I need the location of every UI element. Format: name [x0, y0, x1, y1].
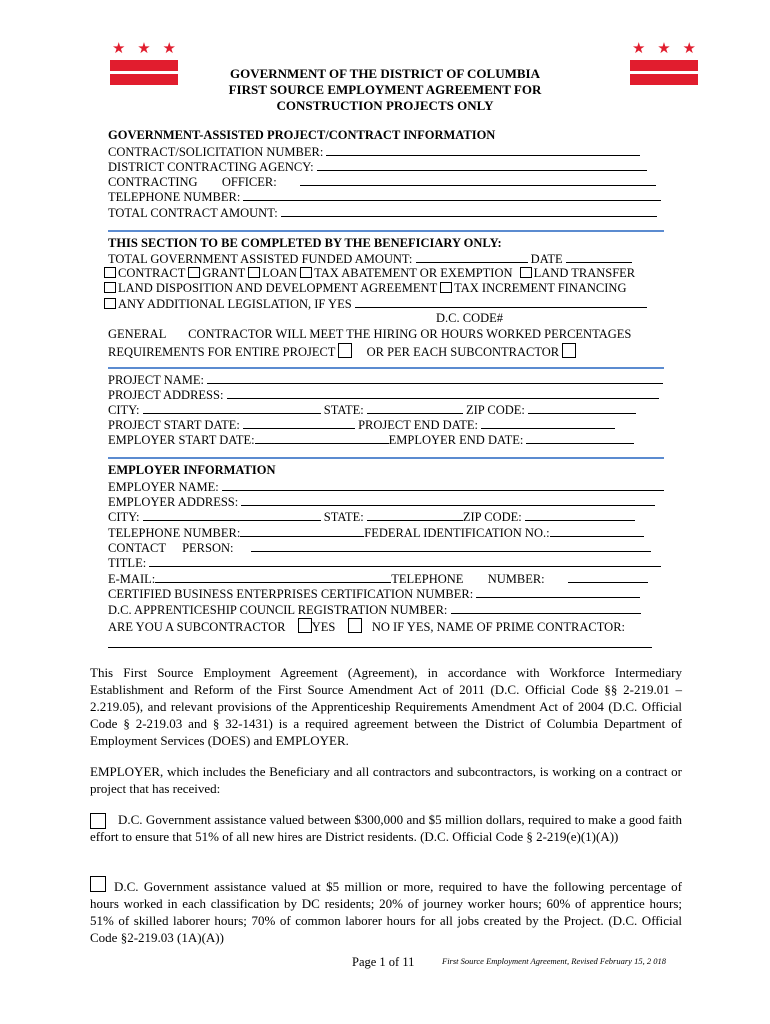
employer-telephone-label: TELEPHONE NUMBER:	[108, 526, 241, 540]
contract-checkbox[interactable]	[104, 267, 116, 278]
employer-dates-row[interactable]	[108, 432, 664, 448]
city-label: CITY:	[108, 403, 140, 417]
employer-name-field[interactable]	[108, 479, 664, 495]
tax-abatement-checkbox[interactable]	[300, 267, 312, 278]
land-disposition-option-label: LAND DISPOSITION AND DEVELOPMENT AGREEMENT	[118, 281, 437, 295]
dc-flag-icon: ★ ★ ★	[110, 42, 178, 85]
employer-address-field[interactable]	[108, 494, 664, 510]
tif-option-label: TAX INCREMENT FINANCING	[454, 281, 627, 295]
title-field-label: TITLE:	[108, 556, 147, 570]
agency-field[interactable]	[108, 159, 664, 175]
grant-checkbox[interactable]	[188, 267, 200, 278]
option2-text: D.C. Government assistance valued at $5 million or more, required to have the following percentage of hours worked in each classification by DC residents; 20% of journey worker hours; 60% of apprentice hours; 51% of skilled laborer hours; 70% of common laborer hours for all jobs created by the Project. (D.C. Official Code §2-219.03 (1A)(A))	[90, 879, 682, 945]
dc-code-label: D.C. CODE#	[436, 311, 504, 325]
gov-telephone-label: TELEPHONE NUMBER:	[108, 190, 241, 204]
contact-person-field[interactable]	[108, 540, 664, 556]
contract-number-label: CONTRACT/SOLICITATION NUMBER:	[108, 145, 324, 159]
section-divider	[108, 457, 664, 459]
contract-amount-label: TOTAL CONTRACT AMOUNT:	[108, 206, 278, 220]
employer-zip-label: ZIP CODE:	[462, 510, 522, 524]
employer-telephone-row[interactable]	[108, 525, 664, 541]
date-label: DATE	[530, 252, 563, 266]
contract-option-label: CONTRACT	[118, 266, 186, 280]
requirements-row	[108, 343, 664, 360]
project-name-label: PROJECT NAME:	[108, 373, 204, 387]
project-end-label: PROJECT END DATE:	[358, 418, 479, 432]
entire-project-checkbox[interactable]	[338, 343, 352, 358]
yes-label: YES	[311, 620, 336, 634]
project-dates-row[interactable]	[108, 417, 664, 433]
employer-city-label: CITY:	[108, 510, 140, 524]
apprenticeship-label: D.C. APPRENTICESHIP COUNCIL REGISTRATION NUMBER:	[108, 603, 448, 617]
general-contractor-statement	[108, 327, 664, 342]
option1-text: D.C. Government assistance valued between $300,000 and $5 million dollars, required to make a good faith effort to ensure that 51% of all new hires are District residents. (D.C. Official Code § 2-219(e)(1)(A))	[90, 812, 682, 844]
telephone2-label-a: TELEPHONE	[391, 572, 464, 586]
revision-note: First Source Employment Agreement, Revised February 15, 2 018	[442, 956, 666, 966]
project-city-row[interactable]	[108, 402, 664, 418]
cbe-field[interactable]	[108, 586, 664, 602]
section-divider	[108, 367, 664, 369]
grant-option-label: GRANT	[202, 266, 246, 280]
state-label: STATE:	[323, 403, 364, 417]
project-address-label: PROJECT ADDRESS:	[108, 388, 224, 402]
cbe-label: CERTIFIED BUSINESS ENTERPRISES CERTIFICATION NUMBER:	[108, 587, 474, 601]
agency-label: DISTRICT CONTRACTING AGENCY:	[108, 160, 314, 174]
loan-option-label: LOAN	[262, 266, 297, 280]
loan-checkbox[interactable]	[248, 267, 260, 278]
contract-amount-field[interactable]	[108, 205, 664, 221]
employer-section-title: EMPLOYER INFORMATION	[108, 463, 276, 477]
title-field[interactable]	[108, 555, 664, 571]
fed-id-label: FEDERAL IDENTIFICATION NO.:	[364, 526, 550, 540]
intro-paragraph: This First Source Employment Agreement (Agreement), in accordance with Workforce Intermediary Establishment and Reform of the First Source Amendment Act of 2011 (D.C. Official Code §§ 2-219.01 – 2.219.05), and relevant provisions of the Apprenticeship Requirements Amendment Act of 2004 (D.C. Official Code § 2-219.03 and § 32-1431) is a required agreement between the District of Columbia Department of Employment Services (DOES) and EMPLOYER.	[90, 665, 682, 748]
email-label: E-MAIL:	[108, 572, 156, 586]
employer-paragraph: EMPLOYER, which includes the Beneficiary and all contractors and subcontractors, is working on a contract or project that has received:	[90, 764, 682, 796]
email-row[interactable]	[108, 571, 664, 587]
employer-end-label: EMPLOYER END DATE:	[388, 433, 524, 447]
project-name-field[interactable]	[108, 372, 664, 388]
gov-section-title: GOVERNMENT-ASSISTED PROJECT/CONTRACT INFORMATION	[108, 128, 496, 142]
tax-abatement-option-label: TAX ABATEMENT OR EXEMPTION	[314, 266, 513, 280]
title-line-3: CONSTRUCTION PROJECTS ONLY	[276, 98, 494, 113]
subcontractor-label: ARE YOU A SUBCONTRACTOR	[108, 620, 286, 634]
employer-state-label: STATE:	[323, 510, 364, 524]
contact-label-b: PERSON:	[182, 541, 234, 555]
employer-start-label: EMPLOYER START DATE:	[108, 433, 255, 447]
zip-label: ZIP CODE:	[465, 403, 525, 417]
prime-contractor-label: NO IF YES, NAME OF PRIME CONTRACTOR:	[371, 620, 625, 634]
title-line-2: FIRST SOURCE EMPLOYMENT AGREEMENT FOR	[228, 82, 542, 97]
document-title	[0, 66, 770, 114]
title-line-1: GOVERNMENT OF THE DISTRICT OF COLUMBIA	[229, 66, 540, 81]
additional-legislation-row[interactable]	[104, 296, 664, 312]
officer-label-a: CONTRACTING	[108, 175, 198, 189]
officer-label-b: OFFICER:	[221, 175, 277, 189]
assistance-type-row-2	[104, 281, 664, 296]
section-divider	[108, 230, 664, 232]
subcontractor-yes-checkbox[interactable]	[298, 618, 312, 633]
assistance-type-row	[104, 266, 664, 281]
gc-label-b: CONTRACTOR WILL MEET THE HIRING OR HOURS WORKED PERCENTAGES	[188, 327, 632, 341]
contract-number-field[interactable]	[108, 144, 664, 160]
additional-legislation-checkbox[interactable]	[104, 298, 116, 309]
contact-label-a: CONTACT	[108, 541, 166, 555]
apprenticeship-field[interactable]	[108, 602, 664, 618]
tif-checkbox[interactable]	[440, 282, 452, 293]
employer-name-label: EMPLOYER NAME:	[108, 480, 219, 494]
subcontractor-no-checkbox[interactable]	[348, 618, 362, 633]
gov-telephone-field[interactable]	[108, 189, 664, 205]
project-address-field[interactable]	[108, 387, 664, 403]
land-transfer-option-label: LAND TRANSFER	[533, 266, 636, 280]
employer-city-row[interactable]	[108, 509, 664, 525]
officer-field[interactable]	[108, 174, 664, 190]
gc-label-a: GENERAL	[108, 327, 166, 341]
page-number: Page 1 of 11	[352, 955, 415, 969]
land-disposition-checkbox[interactable]	[104, 282, 116, 293]
dc-flag-icon: ★ ★ ★	[630, 42, 698, 85]
funded-amount-field[interactable]	[108, 251, 664, 267]
project-start-label: PROJECT START DATE:	[108, 418, 240, 432]
entire-project-label: REQUIREMENTS FOR ENTIRE PROJECT	[108, 345, 336, 359]
beneficiary-section-title: THIS SECTION TO BE COMPLETED BY THE BENEFICIARY ONLY:	[108, 236, 502, 250]
land-transfer-checkbox[interactable]	[520, 267, 532, 278]
prime-contractor-input[interactable]	[108, 647, 652, 648]
funded-amount-label: TOTAL GOVERNMENT ASSISTED FUNDED AMOUNT:	[108, 252, 413, 266]
subcontractor-row	[108, 618, 664, 635]
each-subcontractor-checkbox[interactable]	[562, 343, 576, 358]
telephone2-label-b: NUMBER:	[487, 572, 545, 586]
each-subcontractor-label: OR PER EACH SUBCONTRACTOR	[366, 345, 560, 359]
employer-address-label: EMPLOYER ADDRESS:	[108, 495, 239, 509]
additional-legislation-label: ANY ADDITIONAL LEGISLATION, IF YES	[118, 297, 352, 311]
